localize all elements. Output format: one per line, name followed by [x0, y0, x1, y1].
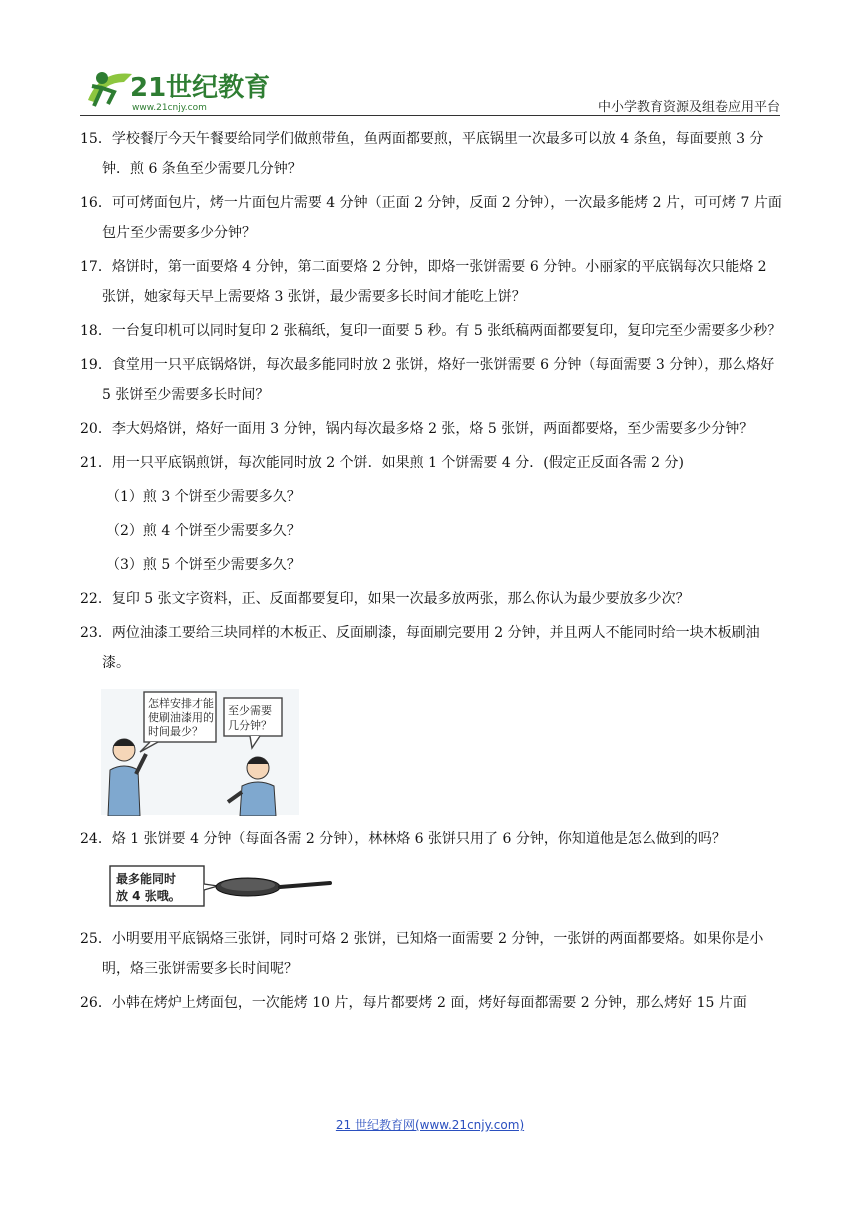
page-header: [80, 60, 780, 120]
question-26: 26．小韩在烤炉上烤面包，一次能烤 10 片，每片都要烤 2 面，烤好每面都需要 2 分钟，那么烤好 15 片面: [80, 995, 747, 1011]
question-25: 25．小明要用平底锅烙三张饼，同时可烙 2 张饼，已知烙一面需要 2 分钟，一张饼的两面都要烙。如果你是小明，烙三张饼需要多长时间呢？: [80, 931, 764, 977]
pan-bubble-line2: 放 4 张哦。: [116, 889, 181, 903]
question-15: 15．学校餐厅今天午餐要给同学们做煎带鱼，鱼两面都要煎，平底锅里一次最多可以放 4 条鱼，每面要煎 3 分钟．煎 6 条鱼至少需要几分钟？: [80, 131, 764, 177]
logo-text: 21世纪教育: [130, 73, 271, 103]
question-21-part-3: （3）煎 5 个饼至少需要多久？: [106, 557, 301, 573]
question-21: 21．用一只平底锅煎饼，每次能同时放 2 个饼．如果煎 1 个饼需要 4 分．(假定正反面各需 2 分): [80, 455, 684, 471]
question-21-part-1: （1）煎 3 个饼至少需要多久？: [106, 489, 301, 505]
bubble2-line1: 至少需要: [228, 704, 272, 717]
platform-title: 中小学教育资源及组卷应用平台: [597, 100, 780, 115]
question-21-part-2: （2）煎 4 个饼至少需要多久？: [106, 523, 301, 539]
frying-pan-illustration: [108, 862, 338, 910]
bubble1-line1: 怎样安排才能: [148, 697, 214, 710]
logo-21cnjy: [80, 60, 280, 116]
question-24: 24．烙 1 张饼要 4 分钟（每面各需 2 分钟），林林烙 6 张饼只用了 6 分钟，你知道他是怎么做到的吗？: [80, 831, 726, 847]
bubble1-line2: 使刷油漆用的: [148, 711, 214, 724]
header-divider: [80, 115, 780, 116]
question-17: 17．烙饼时，第一面要烙 4 分钟，第二面要烙 2 分钟，即烙一张饼需要 6 分钟。小丽家的平底锅每次只能烙 2 张饼，她家每天早上需要烙 3 张饼，最少需要多长时间才能吃上饼？: [80, 259, 767, 305]
question-22: 22．复印 5 张文字资料，正、反面都要复印，如果一次最多放两张，那么你认为最少要放多少次？: [80, 591, 690, 607]
question-list: [80, 124, 784, 1022]
painters-illustration: [100, 688, 300, 816]
footer-link[interactable]: 21 世纪教育网(www.21cnjy.com): [335, 1118, 525, 1132]
question-18: 18．一台复印机可以同时复印 2 张稿纸，复印一面要 5 秒。有 5 张纸稿两面都要复印，复印完至少需要多少秒？: [80, 323, 782, 339]
question-19: 19．食堂用一只平底锅烙饼，每次最多能同时放 2 张饼，烙好一张饼需要 6 分钟（每面需要 3 分钟），那么烙好 5 张饼至少需要多长时间？: [80, 357, 775, 403]
bubble1-line3: 时间最少？: [148, 725, 203, 738]
question-16: 16．可可烤面包片，烤一片面包片需要 4 分钟（正面 2 分钟，反面 2 分钟），一次最多能烤 2 片，可可烤 7 片面包片至少需要多少分钟？: [80, 195, 782, 241]
pan-bubble-line1: 最多能同时: [116, 872, 177, 886]
page-footer: [0, 1116, 860, 1133]
logo-url: www.21cnjy.com: [132, 103, 207, 113]
question-23: 23．两位油漆工要给三块同样的木板正、反面刷漆，每面刷完要用 2 分钟，并且两人不能同时给一块木板刷油漆。: [80, 625, 760, 671]
question-20: 20．李大妈烙饼，烙好一面用 3 分钟，锅内每次最多烙 2 张，烙 5 张饼，两面都要烙，至少需要多少分钟？: [80, 421, 754, 437]
bubble2-line2: 几分钟？: [228, 719, 272, 732]
